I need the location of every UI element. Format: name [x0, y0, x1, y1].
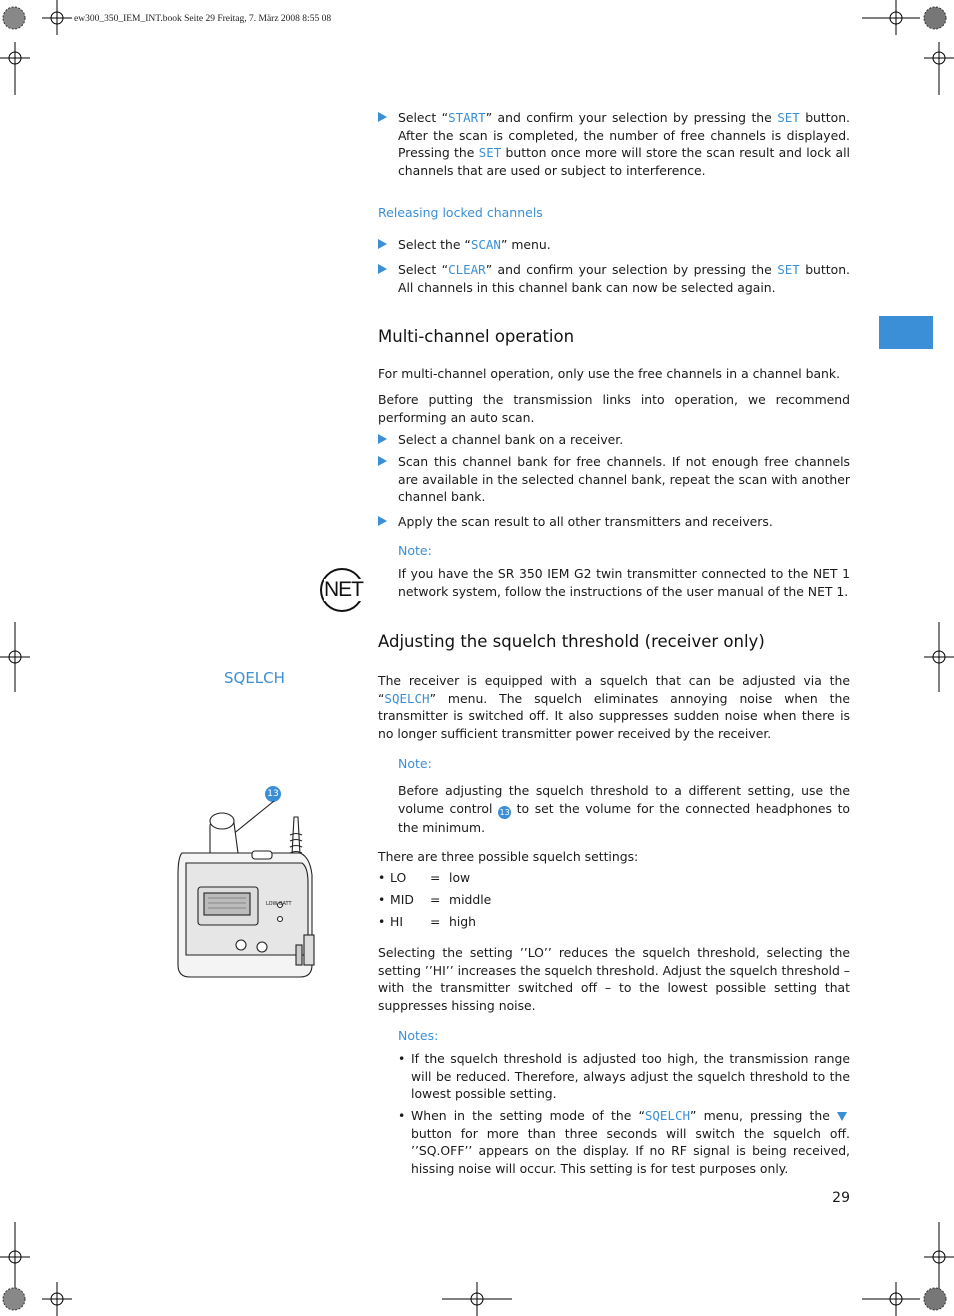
- arrow-icon: [378, 239, 387, 249]
- setting-desc: low: [449, 870, 471, 885]
- keyword-sqelch: SQELCH: [644, 1108, 691, 1123]
- paragraph: Before putting the transmission links into operation, we recommend performing an auto scan.: [378, 392, 850, 425]
- net-logo-text: NET: [324, 579, 366, 601]
- bullet: •: [378, 914, 386, 929]
- bullet: •: [378, 892, 386, 907]
- arrow-icon: [378, 264, 387, 274]
- note-text: [398, 782, 850, 836]
- arrow-icon: [378, 516, 387, 526]
- text: button once more will store the scan result and lock all channels that are used or subject to interference.: [398, 145, 850, 178]
- text: to set the volume for the connected headphones to the minimum.: [398, 800, 851, 835]
- text: Select “: [398, 262, 449, 277]
- keyword-scan: SCAN: [470, 237, 501, 252]
- text: Scan this channel bank for free channels. If not enough free channels are available in the selected channel bank, repeat the scan with another channel bank.: [398, 454, 850, 505]
- paragraph: There are three possible squelch settings:: [378, 849, 639, 864]
- equals: =: [430, 914, 441, 929]
- text: Apply the scan result to all other transmitters and receivers.: [398, 514, 773, 529]
- bullet: •: [398, 1051, 406, 1066]
- heading-squelch: Adjusting the squelch threshold (receiver only): [378, 632, 765, 651]
- arrow-icon: [378, 112, 387, 122]
- text: The receiver is equipped with a squelch that can be adjusted via the “: [378, 673, 850, 706]
- text: Select a channel bank on a receiver.: [398, 432, 624, 447]
- note-heading: Note:: [398, 756, 432, 771]
- text: ” and confirm your selection by pressing the: [485, 110, 778, 125]
- keyword-set: SET: [478, 145, 502, 161]
- text: ” menu.: [500, 237, 551, 252]
- note-text: If you have the SR 350 IEM G2 twin transmitter connected to the NET 1 network system, follow the instructions of the user manual of the NET 1.: [398, 566, 850, 599]
- keyword-sqelch: SQELCH: [384, 690, 430, 706]
- arrow-icon: [378, 456, 387, 466]
- arrow-icon: [378, 434, 387, 444]
- down-arrow-icon: [837, 1112, 847, 1121]
- text: button for more than three seconds will switch the squelch off. ’’SQ.OFF’’ appears on the display. If no RF signal is being received, hissing noise will occur. This setting is for test purposes only.: [411, 1125, 850, 1176]
- step-select-scan: [378, 236, 850, 254]
- setting-code: LO: [390, 870, 407, 885]
- keyword-start: START: [448, 110, 486, 125]
- bullet: •: [378, 870, 386, 885]
- keyword-set: SET: [777, 110, 800, 125]
- page-number: 29: [832, 1190, 850, 1206]
- svg-text:LOW BATT: LOW BATT: [266, 901, 292, 907]
- text: Before adjusting the squelch threshold to a different setting, use the volume control: [398, 783, 850, 816]
- equals: =: [430, 892, 441, 907]
- step-select-start: [378, 109, 850, 179]
- setting-desc: high: [449, 914, 477, 929]
- setting-desc: middle: [449, 892, 492, 907]
- setting-code: HI: [390, 914, 403, 929]
- text: Select “: [398, 110, 449, 125]
- notes-heading: Notes:: [398, 1028, 439, 1043]
- paragraph: For multi-channel operation, only use the free channels in a channel bank.: [378, 366, 841, 381]
- text: button. All channels in this channel bank can now be selected again.: [398, 262, 851, 295]
- callout-badge: 13: [499, 807, 510, 817]
- text: When in the setting mode of the “: [411, 1108, 645, 1123]
- paragraph: [378, 672, 850, 742]
- text: If the squelch threshold is adjusted too high, the transmission range will be reduced. Therefore, always adjust the squelch threshold to the lowest possible setting.: [411, 1051, 850, 1102]
- figure-callout-badge: 13: [265, 786, 281, 802]
- step-select-bank: [378, 431, 850, 449]
- text: ” menu. The squelch eliminates annoying noise when the transmitter is switched off. It also suppresses sudden noise when there is no longer sufficient transmitter power received by the receiver.: [378, 690, 850, 741]
- paragraph: Selecting the setting ’’LO’’ reduces the squelch threshold, selecting the setting ’’HI’’ increases the squelch threshold. Adjust the squelch threshold – with the transmitter switched off – to the lowest possible setting that suppresses hissing noise.: [378, 945, 850, 1013]
- step-select-clear: [378, 261, 850, 296]
- note-bullet: [398, 1050, 850, 1103]
- receiver-illustration: [170, 795, 330, 985]
- text: button. After the scan is completed, the number of free channels is displayed. Pressing the: [398, 110, 851, 161]
- bullet: •: [398, 1108, 406, 1123]
- chapter-tab: [879, 316, 933, 349]
- equals: =: [430, 870, 441, 885]
- note-heading: Note:: [398, 543, 432, 558]
- text: ” menu, pressing the: [690, 1108, 837, 1123]
- setting-code: MID: [390, 892, 414, 907]
- step-apply: [378, 513, 850, 531]
- text: ” and confirm your selection by pressing the: [485, 262, 778, 277]
- file-header: ew300_350_IEM_INT.book Seite 29 Freitag, 7. März 2008 8:55 08: [74, 14, 332, 24]
- side-label-sqelch: SQELCH: [224, 669, 285, 687]
- heading-multi-channel: Multi-channel operation: [378, 327, 575, 346]
- text: Select the “: [398, 237, 471, 252]
- note-bullet: [398, 1107, 850, 1177]
- keyword-clear: CLEAR: [448, 262, 486, 277]
- step-scan-bank: [378, 453, 850, 506]
- net-logo-icon: [320, 568, 364, 612]
- subheading-releasing: Releasing locked channels: [378, 205, 543, 220]
- keyword-set: SET: [777, 262, 800, 277]
